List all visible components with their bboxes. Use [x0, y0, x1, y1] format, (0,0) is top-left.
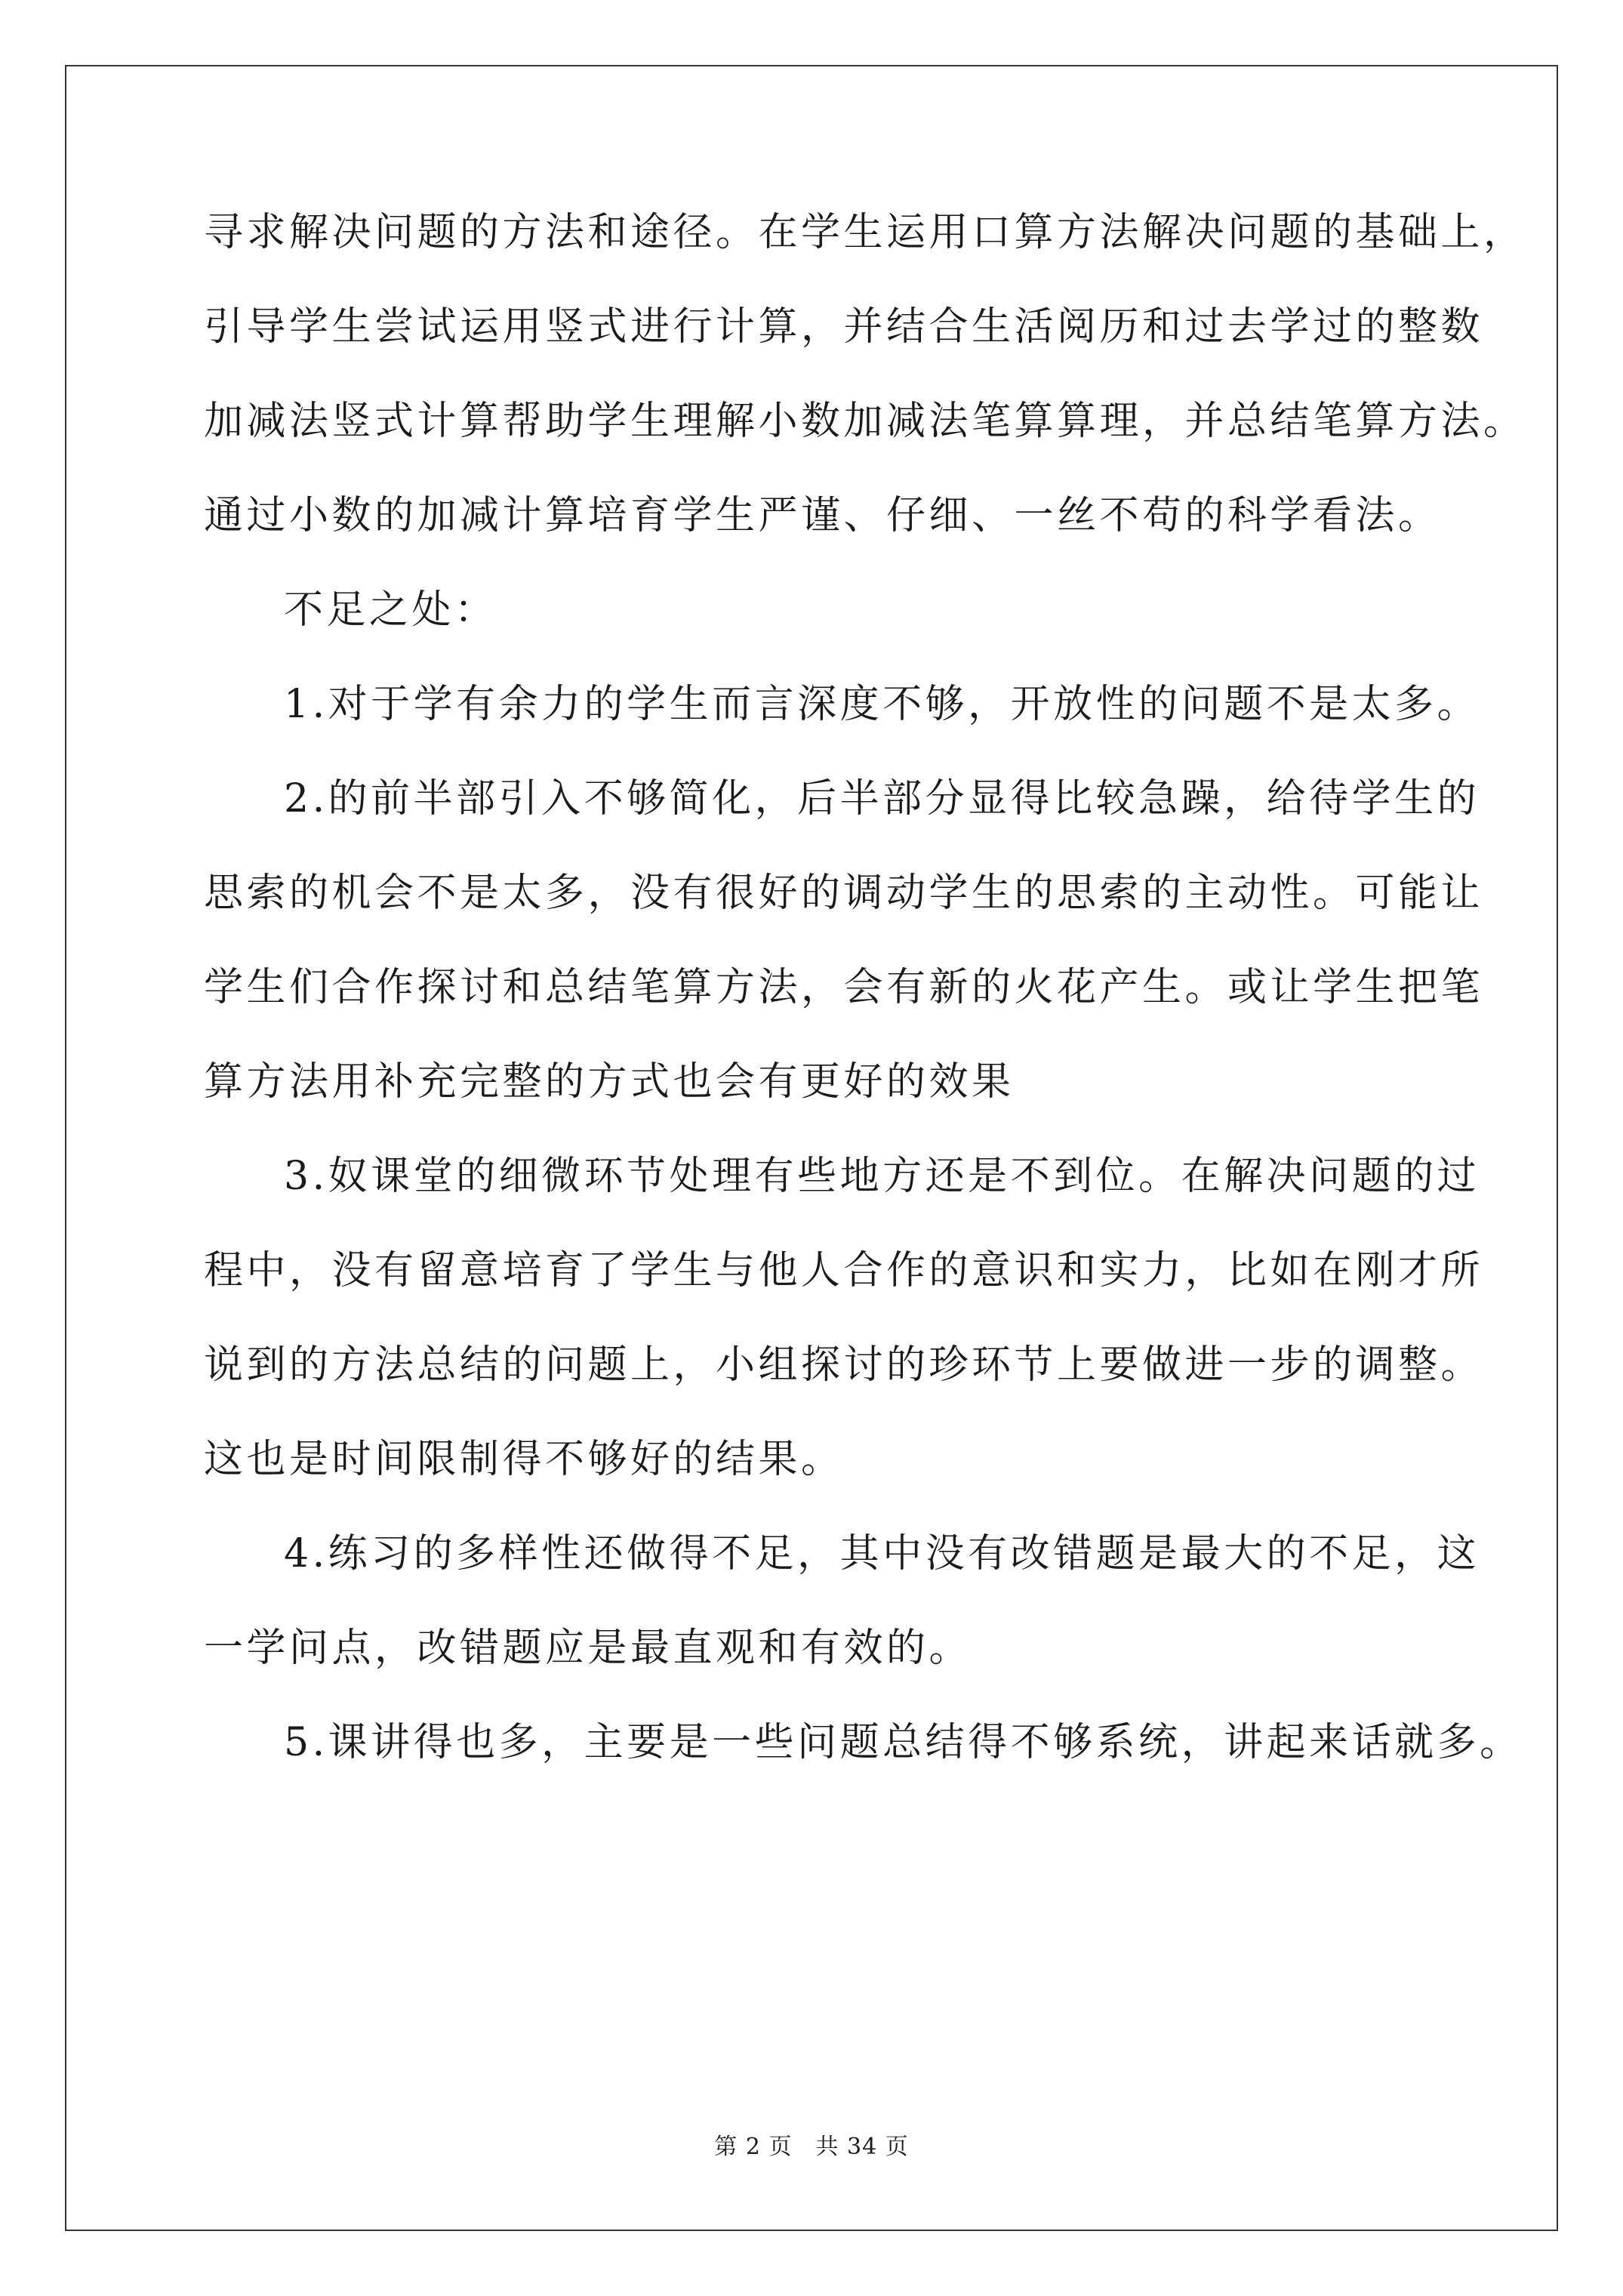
text-line: 学生们合作探讨和总结笔算方法，会有新的火花产生。或让学生把笔 [204, 965, 1484, 1010]
text-line: 这也是时间限制得不够好的结果。 [204, 1437, 844, 1482]
text-line: 4.练习的多样性还做得不足，其中没有改错题是最大的不足，这 [284, 1531, 1480, 1576]
text-line: 算方法用补充完整的方式也会有更好的效果 [204, 1059, 1015, 1105]
page-number-footer: 第 2 页 共 34 页 [714, 2134, 909, 2160]
text-line: 2.的前半部引入不够简化，后半部分显得比较急躁，给待学生的 [284, 776, 1480, 821]
section-heading: 不足之处： [284, 587, 497, 633]
page-border [65, 65, 1558, 2231]
text-line: 说到的方法总结的问题上，小组探讨的珍环节上要做进一步的调整。 [204, 1342, 1484, 1388]
text-line: 寻求解决问题的方法和途径。在学生运用口算方法解决问题的基础上， [204, 210, 1526, 255]
text-line: 思索的机会不是太多，没有很好的调动学生的思索的主动性。可能让 [204, 871, 1484, 916]
text-line: 通过小数的加减计算培育学生严谨、仔细、一丝不苟的科学看法。 [204, 493, 1441, 538]
text-line: 1.对于学有余力的学生而言深度不够，开放性的问题不是太多。 [284, 682, 1480, 727]
text-line: 程中，没有留意培育了学生与他人合作的意识和实力，比如在刚才所 [204, 1248, 1484, 1293]
text-line: 5.课讲得也多，主要是一些问题总结得不够系统，讲起来话就多。 [284, 1720, 1523, 1765]
text-line: 3.奴课堂的细微环节处理有些地方还是不到位。在解决问题的过 [284, 1154, 1480, 1199]
text-line: 一学问点，改错题应是最直观和有效的。 [204, 1626, 972, 1671]
text-line: 引导学生尝试运用竖式进行计算，并结合生活阅历和过去学过的整数 [204, 304, 1484, 350]
text-line: 加减法竖式计算帮助学生理解小数加减法笔算算理，并总结笔算方法。 [204, 399, 1526, 444]
